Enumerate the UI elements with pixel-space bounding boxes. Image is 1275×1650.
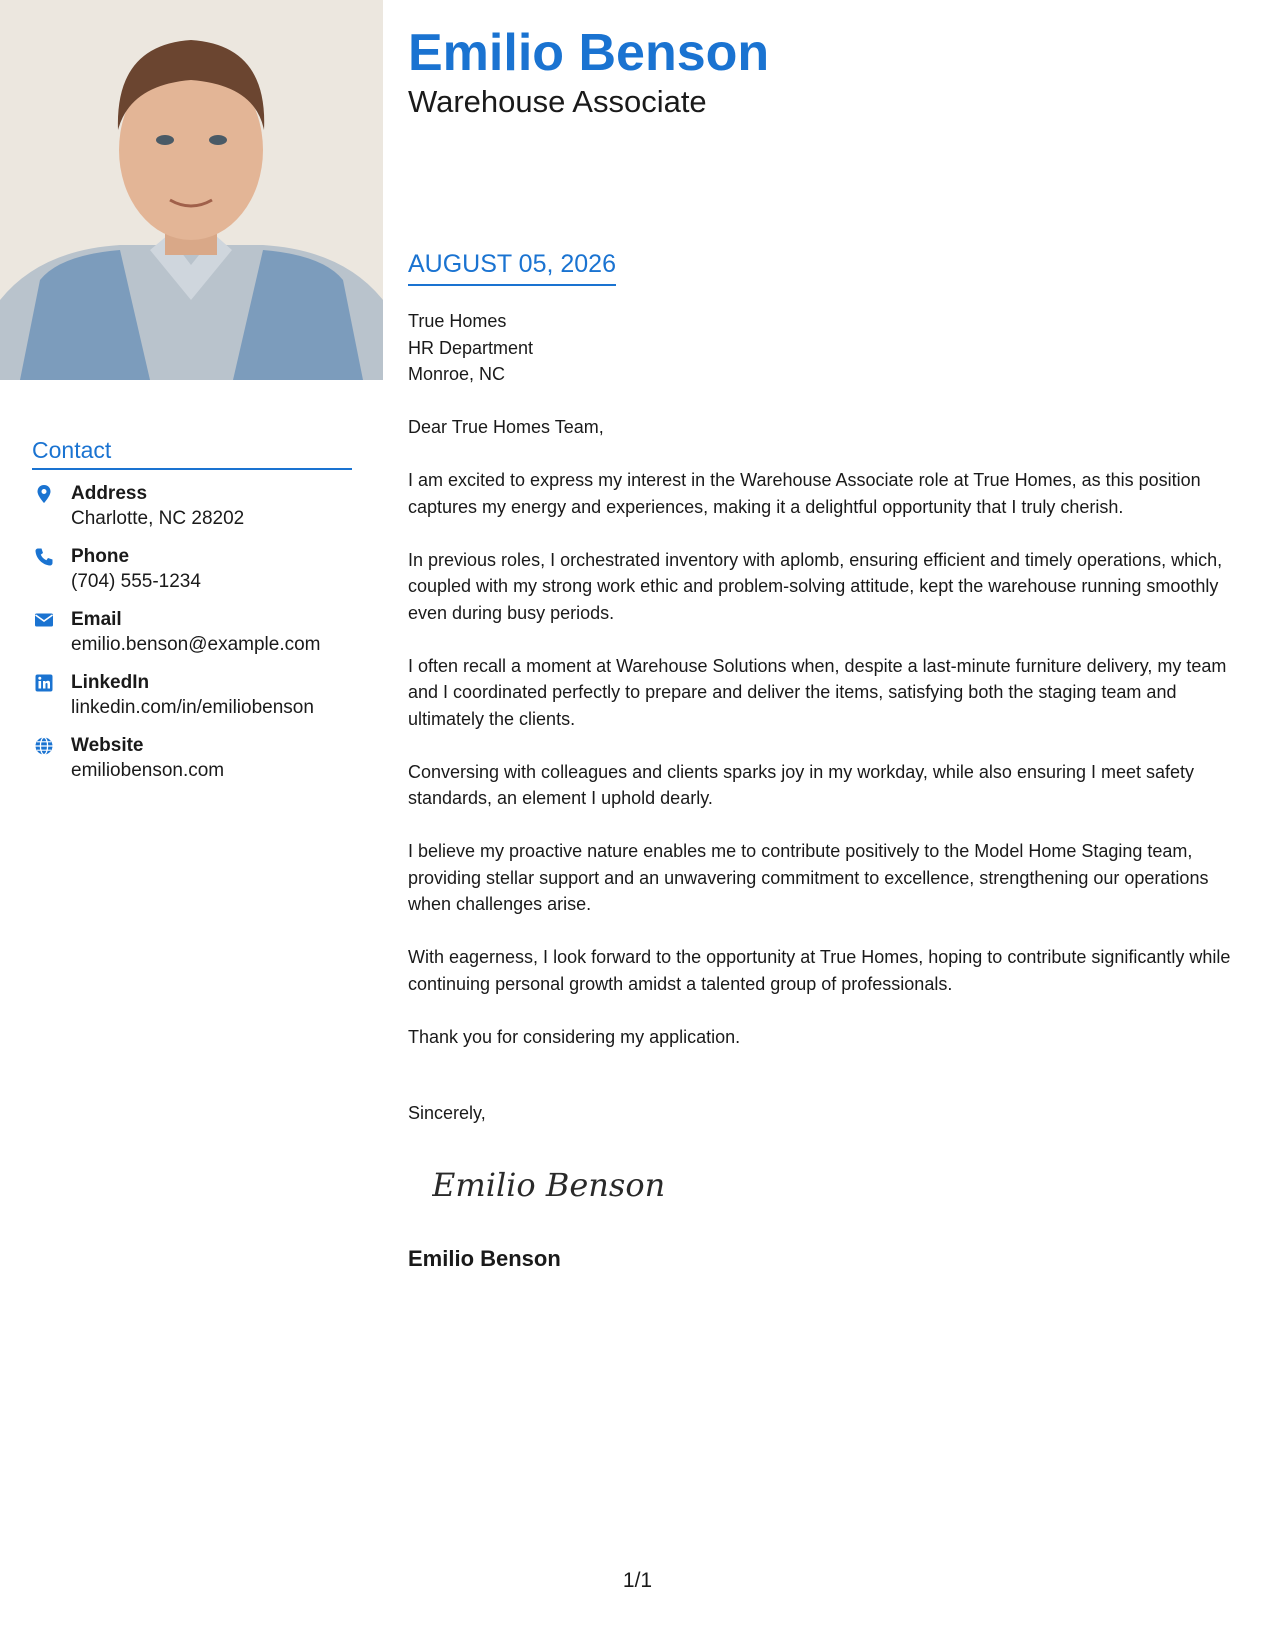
letter-paragraph: Thank you for considering my application. bbox=[408, 1026, 741, 1047]
letter-body bbox=[408, 414, 1243, 1077]
globe-icon bbox=[34, 736, 54, 756]
contact-linkedin bbox=[32, 671, 372, 734]
recipient-block bbox=[408, 308, 533, 388]
contact-label: Address bbox=[71, 483, 148, 504]
contact-label: LinkedIn bbox=[71, 672, 150, 693]
closing: Sincerely, bbox=[408, 1103, 486, 1123]
envelope-icon bbox=[34, 610, 54, 630]
recipient-line: Monroe, NC bbox=[408, 364, 506, 384]
letter-paragraph: In previous roles, I orchestrated inventory with aplomb, ensuring efficient and timely operations, which, coupled with my strong work ethic and problem-solving attitude, kept the warehouse running smoothly even during busy periods. bbox=[408, 549, 1223, 623]
letter-paragraph: Conversing with colleagues and clients sparks joy in my workday, while also ensuring I meet safety standards, an element I uphold dearly. bbox=[408, 761, 1195, 808]
letter-paragraph: I am excited to express my interest in the Warehouse Associate role at True Homes, as this position captures my energy and experiences, making it a delightful opportunity that I truly cherish. bbox=[408, 470, 1201, 517]
contact-value: Charlotte, NC 28202 bbox=[71, 508, 245, 529]
letter-paragraph: I believe my proactive nature enables me to contribute positively to the Model Home Staging team, providing stellar support and an unwavering commitment to excellence, strengthening our operations when challenges arise. bbox=[408, 841, 1209, 914]
letter-paragraph: With eagerness, I look forward to the opportunity at True Homes, hoping to contribute significantly while continuing personal growth amidst a talented group of professionals. bbox=[408, 947, 1231, 994]
contact-label: Website bbox=[71, 735, 144, 756]
contact-address bbox=[32, 482, 372, 545]
contact-label: Email bbox=[71, 609, 122, 630]
email-link[interactable]: emilio.benson@example.com bbox=[71, 634, 321, 655]
location-pin-icon bbox=[34, 484, 54, 504]
signed-name: Emilio Benson bbox=[408, 1246, 561, 1271]
signature-glyphs: Emilio Benson bbox=[432, 1166, 666, 1204]
salutation: Dear True Homes Team, bbox=[408, 417, 604, 437]
contact-value: (704) 555-1234 bbox=[71, 571, 201, 592]
recipient-line: HR Department bbox=[408, 337, 534, 358]
linkedin-icon bbox=[34, 673, 54, 693]
phone-icon bbox=[34, 547, 54, 567]
contact-list bbox=[32, 482, 372, 797]
profile-photo bbox=[0, 0, 383, 380]
sidebar bbox=[0, 0, 383, 1650]
letter-date: AUGUST 05, 2026 bbox=[408, 248, 616, 286]
handwritten-signature bbox=[432, 1160, 672, 1210]
contact-website bbox=[32, 734, 372, 797]
contact-heading: Contact bbox=[32, 437, 352, 470]
contact-phone bbox=[32, 545, 372, 608]
recipient-line: True Homes bbox=[408, 311, 507, 331]
page-number: 1/1 bbox=[622, 1569, 653, 1592]
portrait-illustration bbox=[0, 0, 383, 380]
contact-email bbox=[32, 608, 372, 671]
letter-paragraph: I often recall a moment at Warehouse Solutions when, despite a last-minute furniture delivery, my team and I coordinated perfectly to prepare and deliver the items, satisfying both the staging team and ultimately the clients. bbox=[408, 655, 1227, 729]
applicant-name: Emilio Benson bbox=[408, 24, 770, 82]
job-title: Warehouse Associate bbox=[408, 84, 707, 119]
website-link[interactable]: emiliobenson.com bbox=[71, 760, 225, 781]
linkedin-link[interactable]: linkedin.com/in/emiliobenson bbox=[71, 697, 314, 718]
contact-label: Phone bbox=[71, 546, 130, 567]
